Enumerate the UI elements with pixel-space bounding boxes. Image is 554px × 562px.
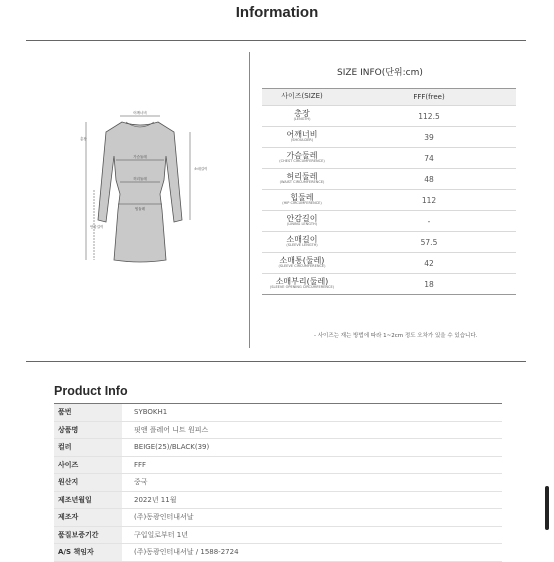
size-label: 어깨너비: [286, 129, 318, 139]
info-value: FFF: [122, 456, 502, 474]
info-key: 제조자: [54, 509, 122, 527]
table-row: [262, 190, 516, 211]
chest-label: 가슴둘레: [133, 155, 147, 159]
size-label-en: (SLEEVE OPENING CIRCUMFERENCE): [269, 285, 335, 290]
size-label-en: (CHEST CIRCUMFERENCE): [279, 159, 325, 164]
table-row: [54, 421, 502, 439]
size-label: 소매통(둘레): [279, 255, 325, 265]
info-value: 2022년 11월: [122, 491, 502, 509]
table-row: [54, 439, 502, 457]
dress-shape: [98, 122, 182, 262]
info-key: 상품명: [54, 421, 122, 439]
panel-divider: [249, 52, 250, 348]
size-label: 총장: [294, 108, 310, 118]
size-info-title: SIZE INFO(단위:cm): [337, 68, 423, 78]
info-key: 품질보증기간: [54, 526, 122, 544]
length-label: 총장: [80, 137, 87, 141]
info-value: 중국: [122, 474, 502, 492]
product-info-title: Product Info: [54, 384, 128, 398]
table-row: [54, 456, 502, 474]
info-value: SYBOKH1: [122, 404, 502, 422]
table-row: [54, 509, 502, 527]
info-key: 사이즈: [54, 456, 122, 474]
table-row: [54, 544, 502, 562]
info-value: BEIGE(25)/BLACK(39): [122, 439, 502, 457]
size-table-header: [262, 89, 516, 106]
table-row: [262, 274, 516, 295]
size-value: 112.5: [342, 106, 516, 127]
info-key: 컬러: [54, 439, 122, 457]
size-label: 소매길이: [286, 234, 318, 244]
sleeve-label: 소매길이: [194, 167, 208, 171]
info-value: 핏앤 플레어 니트 원피스: [122, 421, 502, 439]
size-value: 57.5: [342, 232, 516, 253]
table-row: [262, 127, 516, 148]
size-label: 힙둘레: [290, 192, 314, 202]
size-label-en: (LINING LENGTH): [287, 222, 317, 227]
size-value: 74: [342, 148, 516, 169]
size-label-en: (HIP CIRCUMFERENCE): [282, 201, 322, 206]
dress-diagram: [70, 110, 210, 280]
table-row: [262, 253, 516, 274]
size-note: - 사이즈는 재는 방법에 따라 1~2cm 정도 오차가 있을 수 있습니다.: [314, 333, 478, 339]
page-title: Information: [235, 4, 319, 21]
size-label-en: (WAIST CIRCUMFERENCE): [279, 180, 325, 185]
info-key: 품번: [54, 404, 122, 422]
size-value: 48: [342, 169, 516, 190]
size-table: [262, 88, 516, 295]
size-value: 39: [342, 127, 516, 148]
table-row: [54, 474, 502, 492]
info-key: 원산지: [54, 474, 122, 492]
info-key: A/S 책임자: [54, 544, 122, 562]
shoulder-label: 어깨너비: [133, 111, 147, 115]
table-row: [262, 211, 516, 232]
table-row: [54, 526, 502, 544]
dress-sketch: [70, 110, 210, 280]
info-value: (주)동광인터내셔날 / 1588-2724: [122, 544, 502, 562]
size-label-en: (SLEEVE CIRCUMFERENCE): [278, 264, 326, 269]
table-row: [262, 232, 516, 253]
size-label: 허리둘레: [286, 171, 318, 181]
size-label-en: (SLEEVE LENGTH): [286, 243, 318, 248]
size-label: 가슴둘레: [286, 150, 318, 160]
info-value: 구입일로부터 1년: [122, 526, 502, 544]
lining-label: 안감길이: [90, 225, 104, 229]
size-label-en: (LENGTH): [293, 117, 311, 122]
value-col-header: FFF(free): [342, 89, 516, 106]
size-value: -: [342, 211, 516, 232]
size-col-header: 사이즈(SIZE): [262, 89, 342, 106]
scrollbar-thumb[interactable]: [545, 486, 549, 530]
info-value: (주)동광인터내셔날: [122, 509, 502, 527]
table-row: [262, 169, 516, 190]
table-row: [54, 491, 502, 509]
size-value: 18: [342, 274, 516, 295]
waist-label: 허리둘레: [133, 177, 147, 181]
table-row: [262, 106, 516, 127]
table-row: [262, 148, 516, 169]
size-value: 42: [342, 253, 516, 274]
size-label: 소매부리(둘레): [275, 276, 329, 286]
size-label: 안감길이: [286, 213, 318, 223]
size-value: 112: [342, 190, 516, 211]
info-key: 제조년월일: [54, 491, 122, 509]
product-info-table: [54, 403, 502, 562]
size-label-en: (SHOULDER): [290, 138, 314, 143]
hip-label: 힙둘레: [134, 207, 146, 211]
table-row: [54, 404, 502, 422]
